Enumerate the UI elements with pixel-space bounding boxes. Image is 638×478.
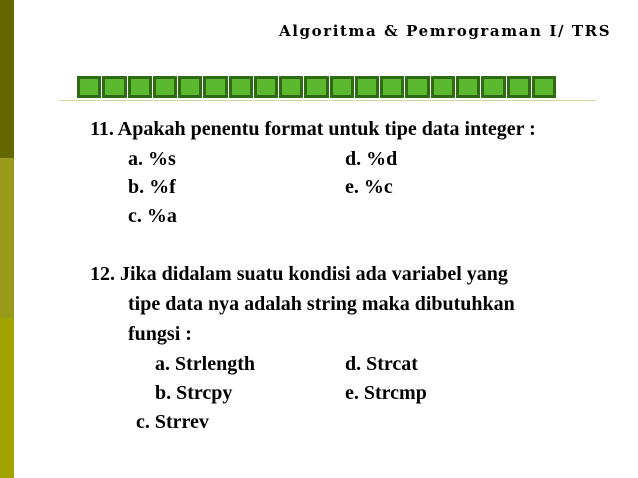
decorative-square <box>279 76 303 98</box>
q12-option-e: e. Strcmp <box>345 382 427 404</box>
q12-option-b: b. Strcpy <box>155 382 233 404</box>
decorative-square <box>456 76 480 98</box>
q11-option-a: a. %s <box>128 148 176 170</box>
left-accent-bar-top <box>0 0 14 158</box>
decorative-square <box>77 76 101 98</box>
q12-option-c: c. Strrev <box>136 411 209 433</box>
decorative-square <box>355 76 379 98</box>
decorative-square <box>304 76 328 98</box>
decorative-square <box>380 76 404 98</box>
question-12-line-3: fungsi : <box>128 323 192 345</box>
q11-option-b: b. %f <box>128 176 176 198</box>
left-accent-bar-bottom <box>0 318 14 478</box>
decorative-square-strip <box>77 76 556 98</box>
decorative-square <box>254 76 278 98</box>
question-12-line-2: tipe data nya adalah string maka dibutuhkan <box>128 293 515 315</box>
decorative-square <box>102 76 126 98</box>
decorative-square <box>405 76 429 98</box>
header-divider <box>59 100 596 101</box>
decorative-square <box>128 76 152 98</box>
decorative-square <box>153 76 177 98</box>
q11-option-e: e. %c <box>345 176 393 198</box>
decorative-square <box>229 76 253 98</box>
decorative-square <box>330 76 354 98</box>
q11-option-c: c. %a <box>128 205 177 227</box>
decorative-square <box>203 76 227 98</box>
question-12-line-1: 12. Jika didalam suatu kondisi ada variabel yang <box>90 263 508 285</box>
decorative-square <box>481 76 505 98</box>
left-accent-bar-middle <box>0 158 14 318</box>
decorative-square <box>532 76 556 98</box>
decorative-square <box>431 76 455 98</box>
q12-option-d: d. Strcat <box>345 353 418 375</box>
slide-header-title: Algoritma & Pemrograman I/ TRS <box>279 22 612 40</box>
q12-option-a: a. Strlength <box>155 353 255 375</box>
decorative-square <box>507 76 531 98</box>
q11-option-d: d. %d <box>345 148 398 170</box>
decorative-square <box>178 76 202 98</box>
question-11-text: 11. Apakah penentu format untuk tipe data integer : <box>90 118 536 140</box>
